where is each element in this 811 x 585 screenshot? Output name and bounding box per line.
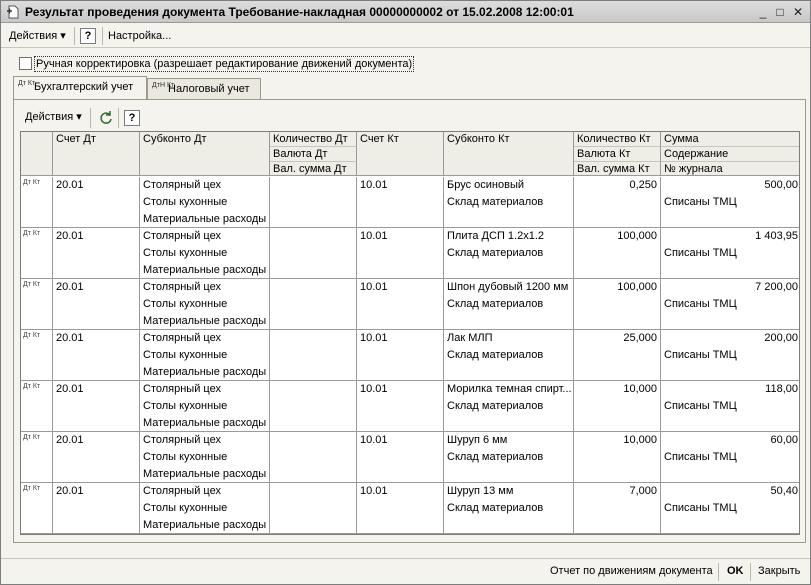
debit-account-value: 20.01 xyxy=(56,332,84,344)
tab-accounting-label: Бухгалтерский учет xyxy=(34,81,134,93)
cell-icon[interactable] xyxy=(21,432,53,483)
header-qty-dt[interactable]: Количество Дт xyxy=(270,132,357,147)
subconto-kt-value: Склад материалов xyxy=(447,298,544,310)
qty-kt-value: 100,000 xyxy=(617,281,657,293)
subconto-dt-value: Материальные расходы xyxy=(143,315,267,327)
menu-bar xyxy=(1,24,810,48)
sum-value: 500,00 xyxy=(764,179,798,191)
credit-account-value: 10.01 xyxy=(360,179,388,191)
bottom-bar xyxy=(1,558,810,584)
cell-qty-dt[interactable] xyxy=(270,330,357,381)
subconto-dt-value: Столы кухонные xyxy=(143,247,228,259)
subconto-kt-value: Брус осиновый xyxy=(447,179,524,191)
subconto-dt-value: Столярный цех xyxy=(143,179,221,191)
credit-account-value: 10.01 xyxy=(360,485,388,497)
cell-credit-account[interactable] xyxy=(357,330,444,381)
subconto-kt-value: Склад материалов xyxy=(447,451,544,463)
dt-kt-icon: Дт Кт xyxy=(23,281,41,288)
cell-icon[interactable] xyxy=(21,381,53,432)
subconto-dt-value: Столярный цех xyxy=(143,485,221,497)
cell-credit-account[interactable] xyxy=(357,432,444,483)
cell-credit-account[interactable] xyxy=(357,177,444,228)
bottom-separator xyxy=(718,563,719,581)
cell-subconto-kt[interactable] xyxy=(444,432,574,483)
menu-separator xyxy=(74,27,75,45)
movement-report-button[interactable]: Отчет по движениям документа xyxy=(550,565,713,577)
subconto-dt-value: Столярный цех xyxy=(143,281,221,293)
actions-menu-label: Действия xyxy=(9,30,58,42)
qty-kt-value: 25,000 xyxy=(623,332,657,344)
credit-account-value: 10.01 xyxy=(360,434,388,446)
cell-subconto-dt[interactable] xyxy=(140,432,270,483)
credit-account-value: 10.01 xyxy=(360,281,388,293)
cell-subconto-dt[interactable] xyxy=(140,228,270,279)
cell-debit-account[interactable] xyxy=(53,330,140,381)
table-row[interactable] xyxy=(21,330,800,381)
debit-account-value: 20.01 xyxy=(56,434,84,446)
cell-sum[interactable] xyxy=(661,483,800,534)
cell-subconto-dt[interactable] xyxy=(140,381,270,432)
content-value: Списаны ТМЦ xyxy=(664,502,737,514)
header-journal-no[interactable]: № журнала xyxy=(664,163,723,175)
qty-kt-value: 7,000 xyxy=(629,485,657,497)
header-currency-dt[interactable]: Валюта Дт xyxy=(270,147,357,162)
cell-qty-dt[interactable] xyxy=(270,228,357,279)
subconto-dt-value: Материальные расходы xyxy=(143,417,267,429)
dt-kt-icon: Дт Кт xyxy=(23,179,41,186)
dt-kt-icon: Дт Кт xyxy=(18,80,36,87)
manual-correction-checkbox[interactable] xyxy=(19,57,32,70)
debit-account-value: 20.01 xyxy=(56,230,84,242)
cell-qty-kt[interactable] xyxy=(574,330,661,381)
dt-kt-icon: Дт Кт xyxy=(23,434,41,441)
cell-credit-account[interactable] xyxy=(357,228,444,279)
subconto-dt-value: Столярный цех xyxy=(143,332,221,344)
table-header xyxy=(21,132,800,176)
dt-kt-icon: Дт Кт xyxy=(23,332,41,339)
cell-qty-kt[interactable] xyxy=(574,177,661,228)
refresh-icon[interactable] xyxy=(98,110,114,126)
header-cur-sum-dt[interactable]: Вал. сумма Дт xyxy=(270,162,357,176)
settings-menu[interactable]: Настройка... xyxy=(108,30,172,42)
subconto-kt-value: Склад материалов xyxy=(447,349,544,361)
subconto-dt-value: Столярный цех xyxy=(143,230,221,242)
grid-toolbar xyxy=(14,108,805,128)
subconto-dt-value: Столярный цех xyxy=(143,434,221,446)
table-row[interactable] xyxy=(21,228,800,279)
cell-qty-kt[interactable] xyxy=(574,483,661,534)
content-value: Списаны ТМЦ xyxy=(664,196,737,208)
cell-subconto-dt[interactable] xyxy=(140,279,270,330)
debit-account-value: 20.01 xyxy=(56,383,84,395)
close-button[interactable]: Закрыть xyxy=(758,565,801,577)
cell-credit-account[interactable] xyxy=(357,381,444,432)
debit-account-value: 20.01 xyxy=(56,179,84,191)
grid-actions-menu[interactable] xyxy=(25,110,82,123)
toolbar-separator xyxy=(118,108,119,128)
header-currency-kt[interactable]: Валюта Кт xyxy=(574,147,661,162)
dt-kt-icon: Дт Кт xyxy=(23,485,41,492)
subconto-dt-value: Материальные расходы xyxy=(143,213,267,225)
cell-qty-kt[interactable] xyxy=(574,381,661,432)
cell-credit-account[interactable] xyxy=(357,483,444,534)
sum-value: 1 403,95 xyxy=(755,230,798,242)
header-qty-kt[interactable]: Количество Кт xyxy=(574,132,661,147)
cell-subconto-kt[interactable] xyxy=(444,483,574,534)
sum-value: 118,00 xyxy=(765,383,798,395)
header-icon-col xyxy=(21,132,53,176)
cell-debit-account[interactable] xyxy=(53,483,140,534)
table-row[interactable] xyxy=(21,432,800,483)
debit-account-value: 20.01 xyxy=(56,485,84,497)
subconto-dt-value: Столы кухонные xyxy=(143,196,228,208)
content-value: Списаны ТМЦ xyxy=(664,247,737,259)
cell-sum[interactable] xyxy=(661,177,800,228)
cell-sum[interactable] xyxy=(661,330,800,381)
header-credit-account[interactable]: Счет Кт xyxy=(357,132,444,176)
cell-subconto-kt[interactable] xyxy=(444,177,574,228)
subconto-dt-value: Столы кухонные xyxy=(143,451,228,463)
manual-correction-label[interactable]: Ручная корректировка (разрешает редактирование движений документа) xyxy=(36,58,413,70)
subconto-kt-value: Лак МЛП xyxy=(447,332,493,344)
window-title: Результат проведения документа Требование-накладная 00000000002 от 15.02.2008 12:00:01 xyxy=(25,5,574,19)
subconto-dt-value: Столы кухонные xyxy=(143,349,228,361)
cell-debit-account[interactable] xyxy=(53,228,140,279)
cell-icon[interactable] xyxy=(21,483,53,534)
qty-kt-value: 10,000 xyxy=(623,383,657,395)
header-debit-account[interactable]: Счет Дт xyxy=(53,132,140,176)
sum-value: 200,00 xyxy=(764,332,798,344)
subconto-kt-value: Морилка темная спирт... xyxy=(447,383,572,395)
subconto-kt-value: Шуруп 6 мм xyxy=(447,434,508,446)
cell-qty-dt[interactable] xyxy=(270,279,357,330)
credit-account-value: 10.01 xyxy=(360,332,388,344)
minimize-button[interactable]: _ xyxy=(759,5,767,19)
header-sum[interactable]: Сумма xyxy=(661,132,800,147)
cell-debit-account[interactable] xyxy=(53,279,140,330)
grid-actions-label: Действия xyxy=(25,111,74,123)
cell-qty-dt[interactable] xyxy=(270,381,357,432)
cell-qty-dt[interactable] xyxy=(270,177,357,228)
subconto-dt-value: Столярный цех xyxy=(143,383,221,395)
content-value: Списаны ТМЦ xyxy=(664,451,737,463)
dt-kt-tax-icon: ДтН Кт xyxy=(152,82,175,89)
title-bar xyxy=(1,1,810,23)
cell-subconto-dt[interactable] xyxy=(140,330,270,381)
qty-kt-value: 100,000 xyxy=(617,230,657,242)
cell-sum[interactable] xyxy=(661,228,800,279)
cell-debit-account[interactable] xyxy=(53,381,140,432)
cell-sum[interactable] xyxy=(661,279,800,330)
cell-subconto-kt[interactable] xyxy=(444,330,574,381)
subconto-kt-value: Склад материалов xyxy=(447,196,544,208)
subconto-dt-value: Столы кухонные xyxy=(143,400,228,412)
cell-sum[interactable] xyxy=(661,432,800,483)
postings-table[interactable] xyxy=(20,131,800,535)
tab-tax-label: Налоговый учет xyxy=(168,83,250,95)
subconto-dt-value: Материальные расходы xyxy=(143,468,267,480)
sum-value: 60,00 xyxy=(770,434,798,446)
credit-account-value: 10.01 xyxy=(360,230,388,242)
maximize-button[interactable]: □ xyxy=(776,5,784,19)
cell-qty-kt[interactable] xyxy=(574,279,661,330)
content-value: Списаны ТМЦ xyxy=(664,298,737,310)
qty-kt-value: 0,250 xyxy=(629,179,657,191)
actions-menu[interactable] xyxy=(9,28,66,44)
cell-subconto-kt[interactable] xyxy=(444,381,574,432)
cell-subconto-kt[interactable] xyxy=(444,279,574,330)
cell-subconto-dt[interactable] xyxy=(140,177,270,228)
debit-account-value: 20.01 xyxy=(56,281,84,293)
cell-qty-kt[interactable] xyxy=(574,228,661,279)
cell-qty-dt[interactable] xyxy=(270,483,357,534)
tab-tax[interactable] xyxy=(147,78,261,100)
subconto-dt-value: Столы кухонные xyxy=(143,298,228,310)
sum-value: 50,40 xyxy=(770,485,798,497)
header-subconto-dt[interactable] xyxy=(140,132,270,176)
cell-qty-kt[interactable] xyxy=(574,432,661,483)
ok-button[interactable]: OK xyxy=(727,565,744,577)
tab-accounting[interactable] xyxy=(13,76,147,99)
header-subconto-dt-label: Субконто Дт xyxy=(143,133,207,145)
cell-icon[interactable] xyxy=(21,177,53,228)
credit-account-value: 10.01 xyxy=(360,383,388,395)
dropdown-arrow-icon: ▾ xyxy=(60,30,66,42)
menu-separator xyxy=(102,27,103,45)
cell-sum[interactable] xyxy=(661,381,800,432)
cell-icon[interactable] xyxy=(21,330,53,381)
cell-credit-account[interactable] xyxy=(357,279,444,330)
dt-kt-icon: Дт Кт xyxy=(23,230,41,237)
subconto-kt-value: Склад материалов xyxy=(447,400,544,412)
header-subconto-kt[interactable]: Субконто Кт xyxy=(444,132,574,176)
table-row[interactable] xyxy=(21,381,800,432)
header-content[interactable]: Содержание xyxy=(661,147,800,162)
grid-help-button[interactable]: ? xyxy=(124,110,140,126)
subconto-dt-value: Материальные расходы xyxy=(143,264,267,276)
cell-subconto-dt[interactable] xyxy=(140,483,270,534)
cell-icon[interactable] xyxy=(21,228,53,279)
bottom-separator xyxy=(750,563,751,581)
content-value: Списаны ТМЦ xyxy=(664,349,737,361)
close-window-button[interactable]: ✕ xyxy=(792,5,804,19)
cell-subconto-kt[interactable] xyxy=(444,228,574,279)
table-row[interactable] xyxy=(21,483,800,534)
header-cur-sum-kt[interactable]: Вал. сумма Кт xyxy=(574,162,661,176)
subconto-kt-value: Склад материалов xyxy=(447,502,544,514)
toolbar-separator xyxy=(90,108,91,128)
subconto-kt-value: Шуруп 13 мм xyxy=(447,485,514,497)
dropdown-arrow-icon: ▾ xyxy=(76,111,82,123)
help-button[interactable]: ? xyxy=(80,28,96,44)
qty-kt-value: 10,000 xyxy=(623,434,657,446)
cell-debit-account[interactable] xyxy=(53,177,140,228)
cell-icon[interactable] xyxy=(21,279,53,330)
cell-debit-account[interactable] xyxy=(53,432,140,483)
content-value: Списаны ТМЦ xyxy=(664,400,737,412)
cell-qty-dt[interactable] xyxy=(270,432,357,483)
table-row[interactable] xyxy=(21,279,800,330)
document-app-icon xyxy=(6,5,20,19)
tab-panel-accounting xyxy=(13,99,806,543)
subconto-kt-value: Шпон дубовый 1200 мм xyxy=(447,281,569,293)
table-row[interactable] xyxy=(21,177,800,228)
subconto-dt-value: Материальные расходы xyxy=(143,519,267,531)
dt-kt-icon: Дт Кт xyxy=(23,383,41,390)
subconto-dt-value: Материальные расходы xyxy=(143,366,267,378)
subconto-kt-value: Склад материалов xyxy=(447,247,544,259)
sum-value: 7 200,00 xyxy=(755,281,798,293)
subconto-kt-value: Плита ДСП 1.2х1.2 xyxy=(447,230,544,242)
subconto-dt-value: Столы кухонные xyxy=(143,502,228,514)
